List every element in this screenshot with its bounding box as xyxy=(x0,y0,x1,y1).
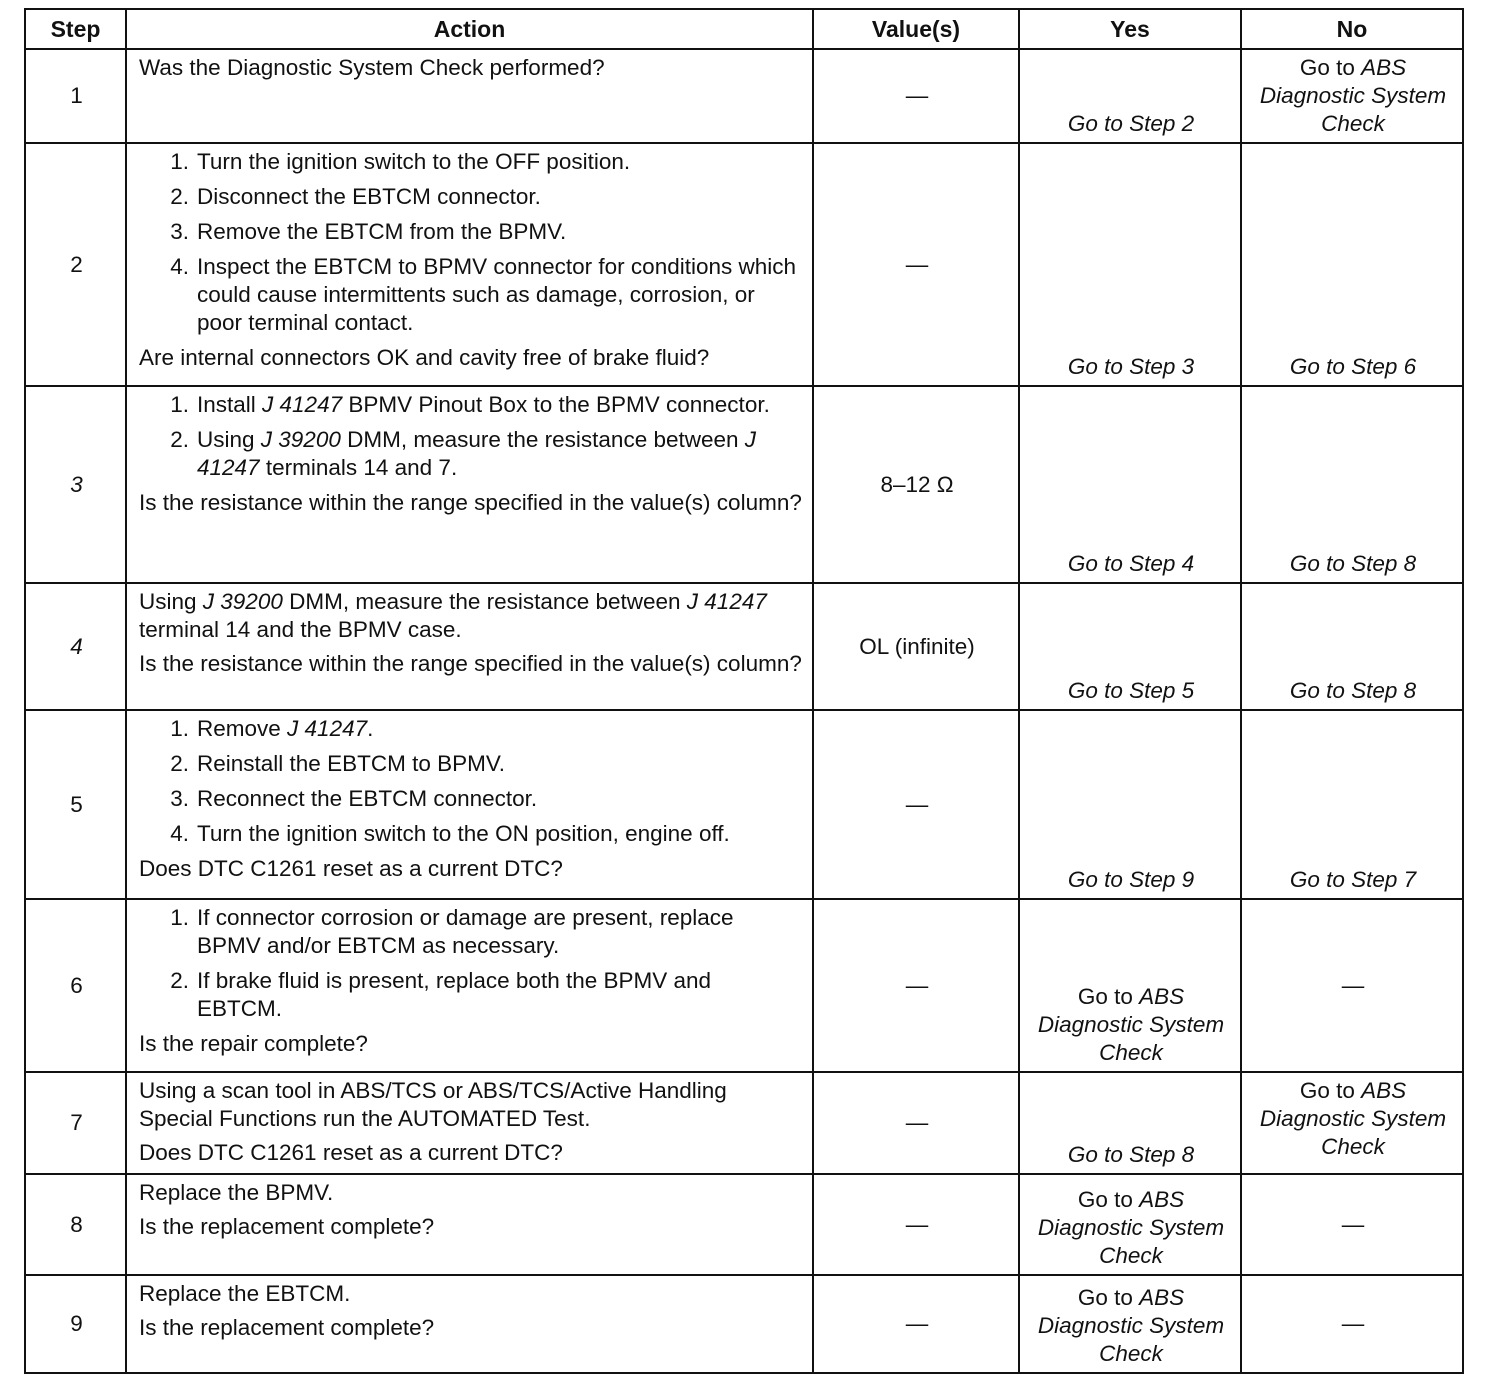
header-step: Step xyxy=(25,9,126,49)
tool-ref: J 41247 xyxy=(262,392,343,417)
table-row-step-4 xyxy=(25,583,1463,710)
header-action: Action xyxy=(126,9,813,49)
yes-ref: Go to Step 4 xyxy=(1067,551,1195,576)
list-item: 3. Remove the EBTCM from the BPMV. xyxy=(170,219,567,244)
yes-link[interactable] xyxy=(1019,1275,1241,1373)
step-number: 7 xyxy=(25,1072,126,1174)
action-question: Is the resistance within the range specified in the value(s) column? xyxy=(139,490,802,515)
value-cell: — xyxy=(813,143,1019,386)
list-item: 2. If brake fluid is present, replace both the BPMV and EBTCM. xyxy=(170,968,712,1021)
no-ref: ABS Diagnostic System Check xyxy=(1259,1078,1447,1159)
yes-prefix: Go to xyxy=(1077,1187,1140,1212)
table-row-step-5 xyxy=(25,710,1463,899)
list-item: 1. Turn the ignition switch to the OFF position. xyxy=(170,149,631,174)
action-question: Is the resistance within the range specified in the value(s) column? xyxy=(139,651,802,676)
list-item: 3. Reconnect the EBTCM connector. xyxy=(170,786,538,811)
table-row-step-7 xyxy=(25,1072,1463,1174)
action-question: Does DTC C1261 reset as a current DTC? xyxy=(139,1140,563,1165)
step-number: 2 xyxy=(25,143,126,386)
action-text: Replace the BPMV. xyxy=(139,1180,334,1205)
table-row-step-9 xyxy=(25,1275,1463,1373)
value-cell: — xyxy=(813,1275,1019,1373)
header-yes: Yes xyxy=(1019,9,1241,49)
action-question: Are internal connectors OK and cavity free of brake fluid? xyxy=(139,345,710,370)
action-cell xyxy=(126,143,813,386)
action-cell xyxy=(126,386,813,583)
value-cell: — xyxy=(813,710,1019,899)
no-prefix: Go to xyxy=(1299,1078,1362,1103)
tool-ref: J 39200 xyxy=(202,589,283,614)
list-item: 1. Install J 41247 BPMV Pinout Box to the BPMV connector. xyxy=(170,392,770,417)
yes-ref: Go to Step 8 xyxy=(1067,1142,1195,1167)
yes-prefix: Go to xyxy=(1077,1285,1140,1310)
yes-link[interactable] xyxy=(1019,386,1241,583)
action-steps xyxy=(139,391,802,482)
no-link[interactable] xyxy=(1241,710,1463,899)
yes-ref: Go to Step 3 xyxy=(1067,354,1195,379)
no-ref: Go to Step 7 xyxy=(1289,867,1417,892)
header-values: Value(s) xyxy=(813,9,1019,49)
yes-ref: ABS Diagnostic System Check xyxy=(1037,1285,1225,1366)
value-cell: OL (infinite) xyxy=(813,583,1019,710)
no-value: — xyxy=(1241,1174,1463,1275)
table-row-step-2 xyxy=(25,143,1463,386)
no-ref: Go to Step 8 xyxy=(1289,678,1417,703)
table-row-step-1 xyxy=(25,49,1463,143)
list-item: 4. Turn the ignition switch to the ON position, engine off. xyxy=(170,821,730,846)
action-text: Using a scan tool in ABS/TCS or ABS/TCS/Active Handling Special Functions run the AUTOMATED Test. xyxy=(139,1078,727,1131)
action-text: Using J 39200 DMM, measure the resistance between J 41247 terminal 14 and the BPMV case. xyxy=(139,589,767,642)
tool-ref: J 41247 xyxy=(197,427,757,480)
list-item: 4. Inspect the EBTCM to BPMV connector for conditions which could cause intermittents such as damage, corrosion, or poor terminal contact. xyxy=(170,254,797,335)
no-ref: Go to Step 8 xyxy=(1289,551,1417,576)
action-cell xyxy=(126,583,813,710)
list-item: 1. If connector corrosion or damage are present, replace BPMV and/or EBTCM as necessary. xyxy=(170,905,734,958)
tool-ref: J 39200 xyxy=(260,427,341,452)
no-value: — xyxy=(1241,1275,1463,1373)
list-item: 2. Reinstall the EBTCM to BPMV. xyxy=(170,751,506,776)
action-cell xyxy=(126,710,813,899)
value-cell: — xyxy=(813,49,1019,143)
list-item: 1. Remove J 41247. xyxy=(170,716,374,741)
action-question: Is the replacement complete? xyxy=(139,1214,435,1239)
header-row xyxy=(25,9,1463,49)
action-cell xyxy=(126,899,813,1072)
action-cell xyxy=(126,1072,813,1174)
yes-ref: Go to Step 2 xyxy=(1067,111,1195,136)
no-link[interactable] xyxy=(1241,583,1463,710)
value-cell: — xyxy=(813,899,1019,1072)
value-cell: — xyxy=(813,1174,1019,1275)
yes-prefix: Go to xyxy=(1077,984,1140,1009)
no-ref: ABS Diagnostic System Check xyxy=(1259,55,1447,136)
yes-link[interactable] xyxy=(1019,1174,1241,1275)
table-row-step-6 xyxy=(25,899,1463,1072)
no-prefix: Go to xyxy=(1299,55,1362,80)
step-number: 3 xyxy=(25,386,126,583)
yes-link[interactable] xyxy=(1019,143,1241,386)
action-cell xyxy=(126,1174,813,1275)
table-row-step-3 xyxy=(25,386,1463,583)
yes-ref: ABS Diagnostic System Check xyxy=(1037,984,1225,1065)
action-question: Is the repair complete? xyxy=(139,1031,368,1056)
header-no: No xyxy=(1241,9,1463,49)
yes-link[interactable] xyxy=(1019,899,1241,1072)
action-question: Does DTC C1261 reset as a current DTC? xyxy=(139,856,563,881)
list-item: 2. Disconnect the EBTCM connector. xyxy=(170,184,541,209)
step-number: 8 xyxy=(25,1174,126,1275)
action-cell xyxy=(126,1275,813,1373)
no-ref: Go to Step 6 xyxy=(1289,354,1417,379)
no-link[interactable] xyxy=(1241,143,1463,386)
action-steps xyxy=(139,904,802,1023)
action-steps xyxy=(139,148,802,337)
yes-ref: Go to Step 5 xyxy=(1067,678,1195,703)
list-item: 2. Using J 39200 DMM, measure the resistance between J 41247 terminals 14 and 7. xyxy=(170,427,757,480)
value-cell: — xyxy=(813,1072,1019,1174)
tool-ref: J 41247 xyxy=(686,589,767,614)
step-number: 6 xyxy=(25,899,126,1072)
yes-link[interactable] xyxy=(1019,710,1241,899)
tool-ref: J 41247 xyxy=(287,716,368,741)
step-number: 9 xyxy=(25,1275,126,1373)
yes-link[interactable] xyxy=(1019,583,1241,710)
action-steps xyxy=(139,715,802,848)
step-number: 1 xyxy=(25,49,126,143)
step-number: 4 xyxy=(25,583,126,710)
no-link[interactable] xyxy=(1241,386,1463,583)
yes-ref: ABS Diagnostic System Check xyxy=(1037,1187,1225,1268)
no-link[interactable] xyxy=(1241,1072,1463,1174)
value-cell: 8–12 Ω xyxy=(813,386,1019,583)
step-number: 5 xyxy=(25,710,126,899)
diagnostic-table xyxy=(24,8,1464,1374)
action-cell xyxy=(126,49,813,143)
yes-ref: Go to Step 9 xyxy=(1067,867,1195,892)
table-row-step-8 xyxy=(25,1174,1463,1275)
action-question: Is the replacement complete? xyxy=(139,1315,435,1340)
no-value: — xyxy=(1241,899,1463,1072)
no-link[interactable] xyxy=(1241,49,1463,143)
yes-link[interactable] xyxy=(1019,49,1241,143)
yes-link[interactable] xyxy=(1019,1072,1241,1174)
action-text: Replace the EBTCM. xyxy=(139,1281,351,1306)
action-question: Was the Diagnostic System Check performed? xyxy=(139,55,605,80)
